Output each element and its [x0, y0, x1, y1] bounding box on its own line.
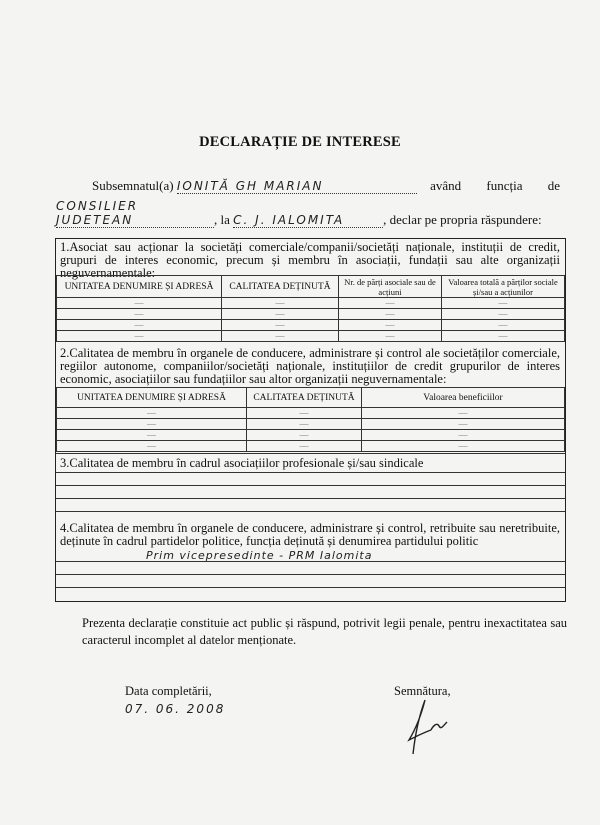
table-row: — — —	[57, 419, 565, 430]
s1-col-shares: Nr. de părți asociale sau de acțiuni	[339, 276, 442, 298]
table-row: — — —	[57, 430, 565, 441]
table-row: — — — —	[57, 331, 565, 342]
table-row: — — — —	[57, 309, 565, 320]
signature-label: Semnătura,	[394, 684, 451, 698]
section4-entry: Prim vicepresedinte - PRM Ialomita	[146, 549, 373, 562]
functia-label: funcția	[486, 178, 523, 193]
la-label: , la	[214, 212, 230, 227]
de-label: de	[547, 178, 561, 193]
section2-table	[56, 387, 565, 452]
s2-col-unit: UNITATEA DENUMIRE ȘI ADRESĂ	[57, 388, 247, 408]
table-row: — — —	[57, 408, 565, 419]
declarant-name: IONITĂ GH MARIAN	[177, 179, 417, 194]
s2-col-capacity: CALITATEA DEȚINUTĂ	[247, 388, 362, 408]
document-title: DECLARAȚIE DE INTERESE	[199, 134, 401, 150]
function-value: CONSILIER JUDETEAN	[56, 199, 214, 228]
section3-heading: 3.Calitatea de membru în cadrul asociațiilor profesionale și/sau sindicale	[60, 456, 424, 470]
table-row: — — — —	[57, 320, 565, 331]
subsemnatul-label: Subsemnatul(a)	[92, 178, 174, 193]
declar-label: , declar pe propria răspundere:	[383, 212, 542, 227]
section4-heading: 4.Calitatea de membru în organele de conducere, administrare și control, retribuite sau neretribuite, deținute în cadrul partidelor politice, funcția deținută și denumirea partidului politic	[60, 521, 560, 548]
institution-value: C. J. IALOMITA	[233, 213, 383, 228]
declaration-form	[55, 238, 566, 602]
section1-heading: 1.Asociat sau acționar la societăți comerciale/companii/societăți naționale, instituții de credit, grupuri de interes economic, precum și membru în asociații, fundații sau alte organizații neguvernamentale:	[60, 240, 560, 280]
s1-col-value: Valoarea totală a părților sociale și/sau a acțiunilor	[442, 276, 565, 298]
s1-col-capacity: CALITATEA DEȚINUTĂ	[222, 276, 339, 298]
intro-line-1	[92, 178, 572, 194]
date-value: 07. 06. 2008	[125, 702, 226, 716]
intro-line-2	[56, 199, 576, 228]
section2-heading: 2.Calitatea de membru în organele de conducere, administrare și control ale societăților comerciale, regiilor autonome, companiilor/societăți naționale, instituțiilor de credit grupurilor de interes economic, asociațiilor sau fundațiilor sau altor organizații neguvernamentale:	[60, 346, 560, 386]
s2-col-benefits: Valoarea beneficiilor	[362, 388, 565, 408]
signature-mark	[395, 696, 455, 760]
section1-table	[56, 275, 565, 342]
legal-statement: Prezenta declarație constituie act public și răspund, potrivit legii penale, pentru inexactitatea sau caracterul incomplet al datelor menționate.	[82, 616, 567, 647]
table-row: — — —	[57, 441, 565, 452]
avand-label: având	[430, 178, 462, 193]
s1-col-unit: UNITATEA DENUMIRE ȘI ADRESĂ	[57, 276, 222, 298]
table-row: — — — —	[57, 298, 565, 309]
date-label: Data completării,	[125, 684, 212, 698]
